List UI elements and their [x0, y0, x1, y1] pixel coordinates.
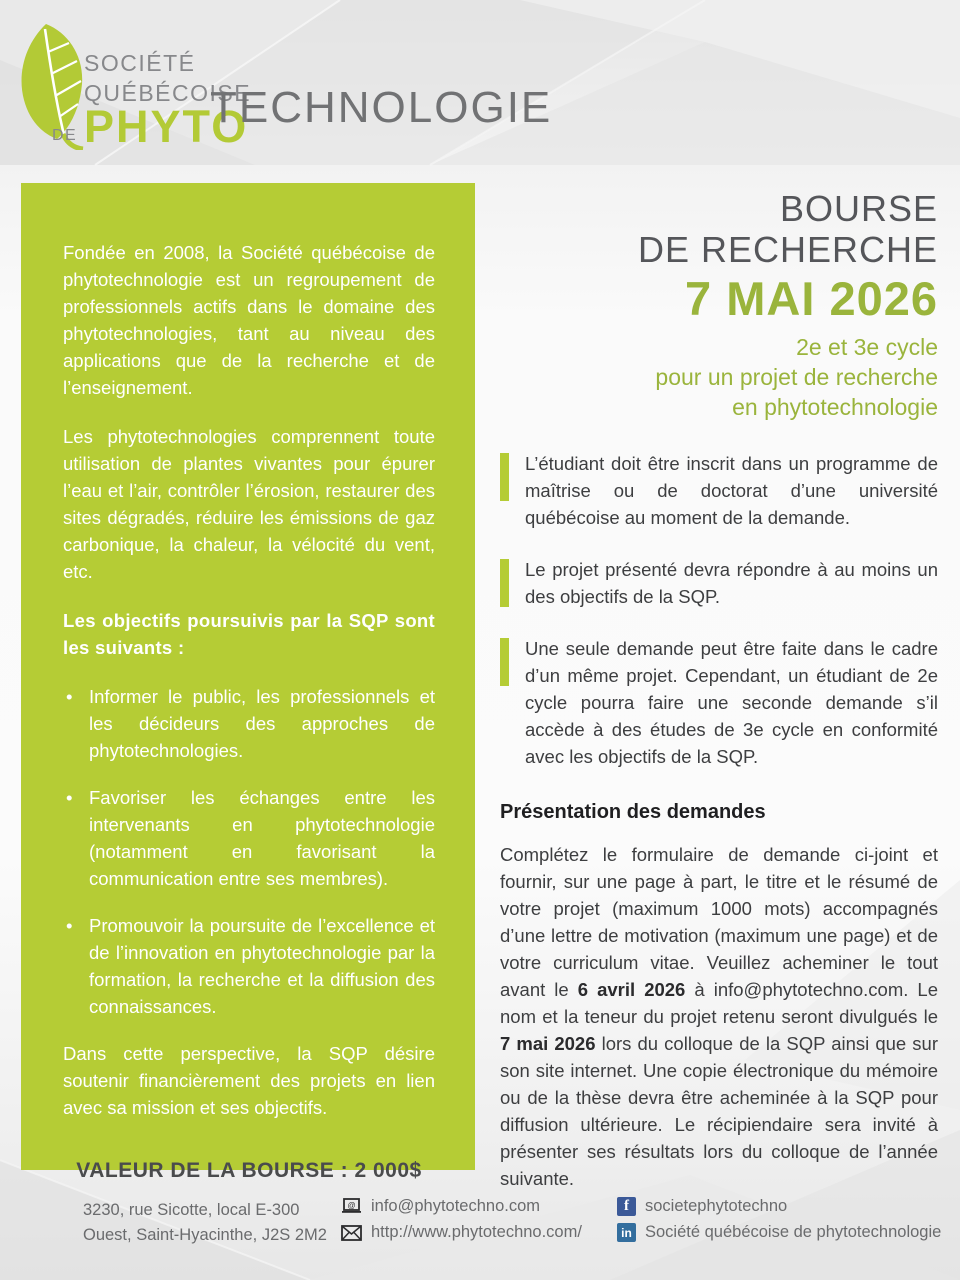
logo-text-technologie: TECHNOLOGIE: [210, 83, 553, 132]
requirement-item: Une seule demande peut être faite dans le cadre d’un même projet. Cependant, un étudiant de 2e cycle pourra faire une seconde demande s’il accède à des études de 3e cycle en conformité avec les objectifs de la SQP.: [500, 635, 938, 770]
bursary-date: 7 MAI 2026: [685, 272, 938, 325]
logo-text-de: DE: [52, 127, 78, 144]
bursary-title-line2: DE RECHERCHE: [637, 229, 938, 270]
linkedin-handle[interactable]: Société québécoise de phytotechnologie: [645, 1223, 942, 1241]
objective-item: • Informer le public, les professionnels et les décideurs des approches de phytotechnologies.: [63, 683, 435, 764]
presentation-heading: Présentation des demandes: [500, 801, 766, 823]
address-line: 3230, rue Sicotte, local E-300: [83, 1201, 300, 1219]
envelope-icon: [341, 1225, 362, 1241]
objective-item: • Promouvoir la poursuite de l’excellence et de l’innovation en phytotechnologie par la formation, la recherche et la diffusion des connaissances.: [63, 912, 435, 1020]
about-paragraph-1: Fondée en 2008, la Société québécoise de phytotechnologie est un regroupement de professionnels actifs dans le domaine des phytotechnologies, tant au niveau des applications que de la recherche et de l’enseignement.: [63, 242, 435, 398]
logo-text-quebecoise: QUÉBÉCOISE: [84, 80, 252, 106]
bursary-subtitle-line: en phytotechnologie: [732, 394, 938, 420]
footer-address: [83, 1198, 327, 1248]
bursary-value: VALEUR DE LA BOURSE : 2 000$: [76, 1159, 422, 1182]
requirements-list: [500, 450, 938, 770]
objective-item: • Favoriser les échanges entre les intervenants en phytotechnologie (notamment en favorisant la communication entre ses membres).: [63, 784, 435, 892]
objectives-list: [63, 683, 435, 1020]
objectives-heading: Les objectifs poursuivis par la SQP sont les suivants :: [63, 610, 435, 658]
footer-email-link[interactable]: info@phytotechno.com: [371, 1197, 541, 1215]
about-panel: [21, 183, 475, 1182]
requirement-item: L’étudiant doit être inscrit dans un programme de maîtrise ou de doctorat d’une université québécoise au moment de la demande.: [500, 450, 938, 531]
facebook-handle[interactable]: societephytotechno: [645, 1197, 788, 1215]
footer-contact: [341, 1197, 582, 1249]
address-line: Ouest, Saint-Hyacinthe, J2S 2M2: [83, 1226, 327, 1244]
about-closing-paragraph: Dans cette perspective, la SQP désire soutenir financièrement des projets en lien avec sa mission et ses objectifs.: [63, 1043, 435, 1118]
bursary-details: [500, 188, 938, 1192]
presentation-paragraph: Complétez le formulaire de demande ci-joint et fournir, sur une page à part, le titre et le résumé de votre projet (maximum 1000 mots) accompagnés d’une lettre de motivation (maximum une page) et de votre curriculum vitae. Veuillez acheminer le tout avant le 6 avril 2026 à info@phytotechno.com. Le nom et la teneur du projet retenu seront divulgués le 7 mai 2026 lors du colloque de la SQP ainsi que sur son site internet. Une copie électronique du mémoire ou de la thèse devra être acheminée à la SQP pour diffusion ultérieure. Le récipiendaire sera invité à présenter ses résultats lors du colloque de l’année suivante.: [500, 844, 938, 1189]
about-paragraph-2: Les phytotechnologies comprennent toute utilisation de plantes vivantes pour épurer l’eau et l’air, contrôler l’érosion, restaurer des sites dégradés, réduire les émissions de gaz carbonique, la chaleur, la vélocité du vent, etc.: [63, 426, 435, 582]
requirement-item: Le projet présenté devra répondre à au moins un des objectifs de la SQP.: [500, 556, 938, 610]
bursary-subtitle-line: pour un projet de recherche: [655, 364, 938, 390]
laptop-icon: [341, 1197, 362, 1216]
svg-text:@: @: [347, 1201, 356, 1210]
footer-website-link[interactable]: http://www.phytotechno.com/: [371, 1223, 582, 1241]
bursary-title-line1: BOURSE: [779, 188, 938, 229]
facebook-icon[interactable]: f: [617, 1197, 636, 1216]
logo-text-societe: SOCIÉTÉ: [84, 50, 196, 76]
linkedin-icon[interactable]: in: [617, 1223, 636, 1242]
header-logo: [0, 0, 960, 170]
logo-text-phyto: PHYTO: [84, 101, 249, 152]
footer-social: [617, 1197, 941, 1249]
bursary-subtitle-line: 2e et 3e cycle: [796, 334, 938, 360]
